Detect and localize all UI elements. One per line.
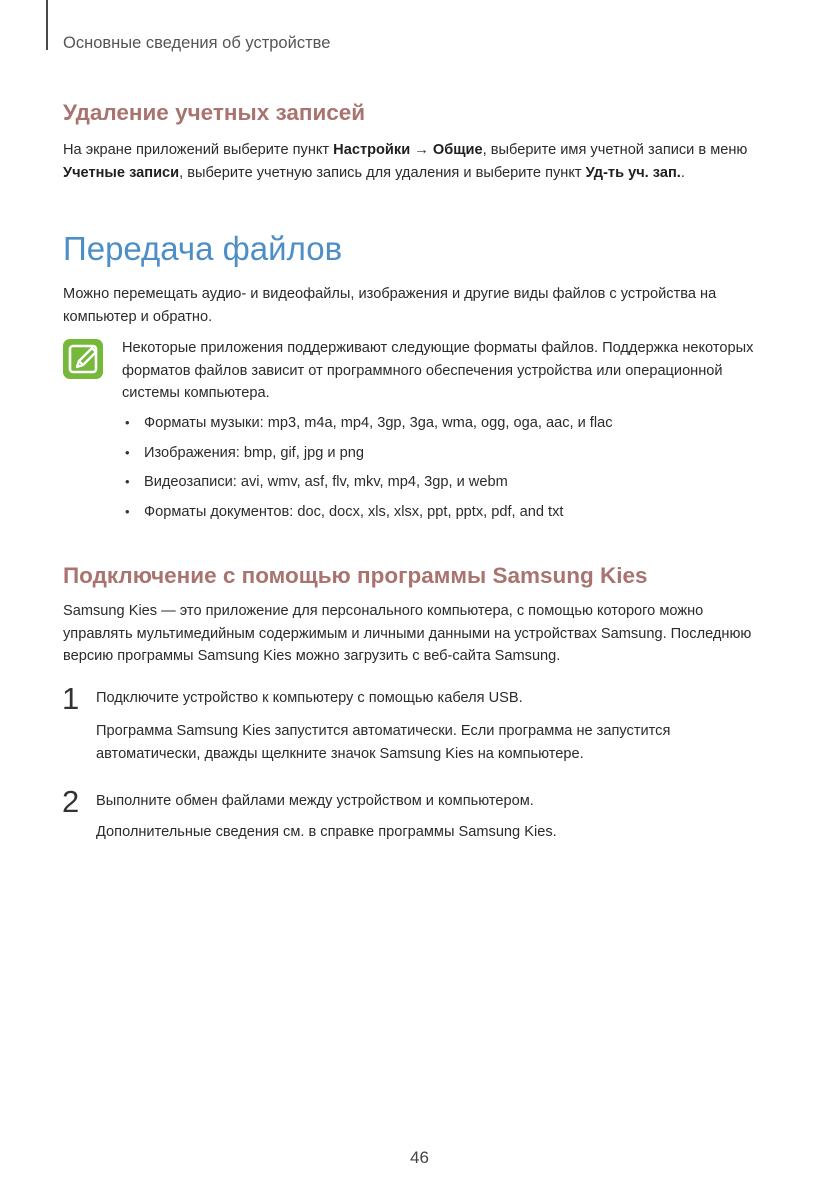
step-1-number: 1	[62, 681, 80, 716]
step-2-number: 2	[62, 784, 80, 819]
running-head: Основные сведения об устройстве	[63, 34, 331, 52]
general-menu-label: Общие	[432, 142, 483, 158]
list-item: • Форматы музыки: mp3, m4a, mp4, 3gp, 3ga, wma, ogg, oga, aac, и flac	[122, 412, 613, 442]
delete-account-label: Уд-ть уч. зап.	[585, 164, 681, 181]
step-1-text: Подключите устройство к компьютеру с помощью кабеля USB.	[96, 690, 523, 706]
step-2-text: Выполните обмен файлами между устройством и компьютером.	[96, 793, 534, 809]
kies-heading: Подключение с помощью программы Samsung Kies	[63, 563, 648, 588]
format-list	[122, 412, 613, 530]
list-item: • Изображения: bmp, gif, jpg и png	[122, 442, 613, 472]
list-item: • Видеозаписи: avi, wmv, asf, flv, mkv, mp4, 3gp, и webm	[122, 471, 613, 501]
note-pencil-icon-glyph	[63, 339, 103, 379]
note-pencil-icon	[63, 339, 103, 379]
accounts-paragraph: На экране приложений выберите пункт Настройки → Общие, выберите имя учетной записи в меню Учетные записи, выберите учетную запись для удаления и выберите пункт Уд-ть уч. зап..	[63, 142, 748, 181]
accounts-menu-label: Учетные записи	[63, 164, 180, 181]
step-1-detail: Программа Samsung Kies запустится автоматически. Если программа не запустится автоматически, дважды щелкните значок Samsung Kies на компьютере.	[96, 723, 671, 762]
note-text: Некоторые приложения поддерживают следующие форматы файлов. Поддержка некоторых форматов файлов зависит от программного обеспечения устройства или операционной системы компьютера.	[122, 340, 754, 401]
transfer-heading: Передача файлов	[63, 230, 343, 267]
page-number: 46	[410, 1148, 429, 1167]
page-edge-rule	[46, 0, 48, 50]
list-item: • Форматы документов: doc, docx, xls, xlsx, ppt, pptx, pdf, and txt	[122, 501, 613, 531]
settings-menu-label: Настройки	[333, 142, 411, 158]
kies-intro: Samsung Kies — это приложение для персонального компьютера, с помощью которого можно управлять мультимедийным содержимым и личными данными на устройствах Samsung. Последнюю версию программы Samsung Kies можно загрузить с веб-сайта Samsung.	[63, 603, 752, 664]
step-2-detail: Дополнительные сведения см. в справке программы Samsung Kies.	[96, 824, 557, 840]
transfer-intro: Можно перемещать аудио- и видеофайлы, изображения и другие виды файлов с устройства на компьютер и обратно.	[63, 286, 717, 325]
accounts-heading: Удаление учетных записей	[63, 100, 366, 125]
